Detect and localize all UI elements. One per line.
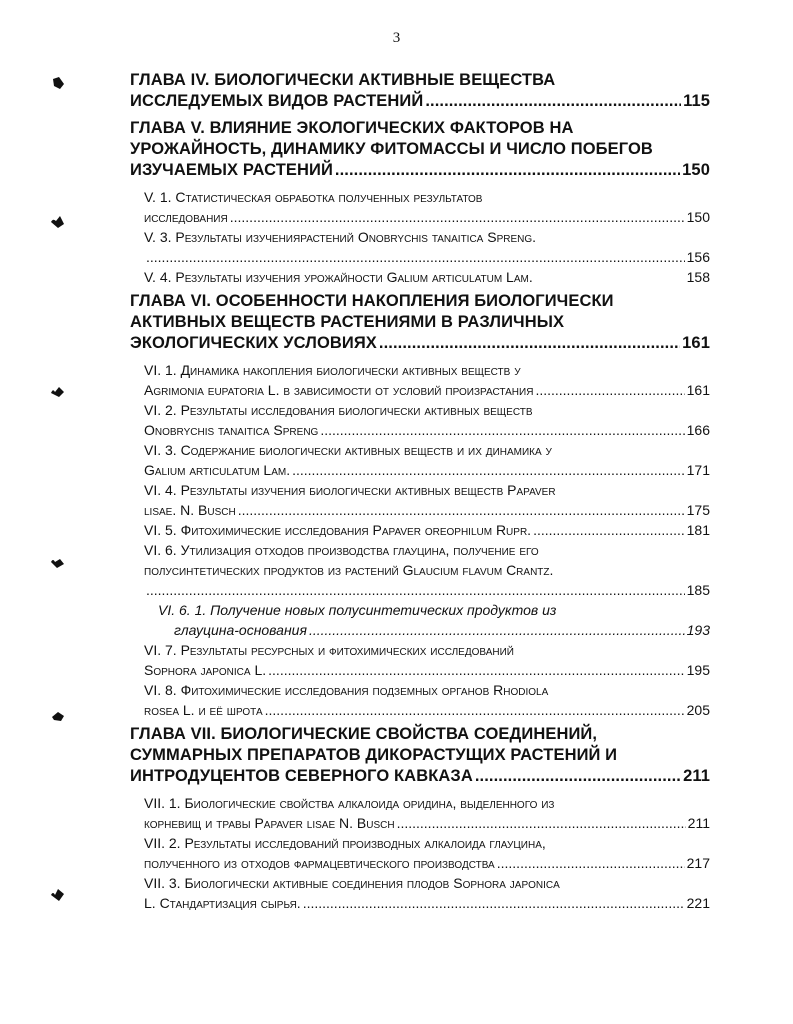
leader-dots [335,160,680,181]
toc-entry-line [144,207,710,227]
toc-entry-text: Agrimonia eupatoria L. в зависимости от условий произрастания [144,382,534,398]
toc-entry-line [130,766,710,787]
leader-dots [497,853,685,873]
toc-entry-text: корневищ и травы Papaver lisae N. Busch [144,815,395,831]
leader-dots [309,620,685,640]
binder-hole-mark-6 [50,888,66,902]
toc-entry-text: V. 1. Статистическая обработка полученных результатов [144,189,483,205]
toc-entry-line [144,460,710,480]
toc-entry-text: ИЗУЧАЕМЫХ РАСТЕНИЙ [130,161,333,179]
toc-entry-text: ИНТРОДУЦЕНТОВ СЕВЕРНОГО КАВКАЗА [130,767,473,785]
toc-section [144,640,710,680]
toc-entry-text: VI. 6. 1. Получение новых полусинтетических продуктов из [158,602,557,618]
toc-entry-line [144,380,710,400]
toc-entry-text: VI. 3. Содержание биологически активных веществ и их динамика у [144,442,552,458]
leader-dots [475,766,681,787]
page-number: 3 [392,30,401,46]
binder-hole-mark-1 [50,76,66,90]
toc-page-number: 171 [686,462,710,478]
toc-page-number: 217 [686,855,710,871]
leader-dots [230,207,685,227]
toc-entry-line [144,700,710,720]
leader-dots [268,660,684,680]
toc-entry-text: VI. 4. Результаты изучения биологически активных веществ Papaver [144,482,556,498]
toc-page-number: 181 [686,522,710,538]
toc-entry-text: VI. 5. Фитохимические исследования Papaver oreophilum Rupr. [144,522,532,538]
toc-entry-text: ГЛАВА VI. ОСОБЕННОСТИ НАКОПЛЕНИЯ БИОЛОГИЧЕСКИ [130,292,614,310]
leader-dots [397,813,686,833]
toc-entry-text: ГЛАВА V. ВЛИЯНИЕ ЭКОЛОГИЧЕСКИХ ФАКТОРОВ НА [130,119,574,137]
toc-entry-line [144,580,710,600]
toc-entry-text: УРОЖАЙНОСТЬ, ДИНАМИКУ ФИТОМАССЫ И ЧИСЛО ПОБЕГОВ [130,140,653,158]
toc-entry-text: Sophora japonica L. [144,662,267,678]
toc-chapter [130,118,710,181]
toc-entry-line [144,267,710,287]
toc-entry-text: VI. 7. Результаты ресурсных и фитохимических исследований [144,642,514,658]
toc-page-number: 115 [683,92,710,110]
toc-entry-text: VII. 3. Биологически активные соединения плодов Sophora japonica [144,875,560,891]
toc-section [144,400,710,440]
leader-dots [425,91,681,112]
toc-entry-line [144,420,710,440]
toc-section [144,833,710,873]
toc-chapter [130,724,710,787]
toc-entry-text: VI. 8. Фитохимические исследования подземных органов Rhodiola [144,682,549,698]
toc-entry-text: rosea L. и её шрота [144,702,263,718]
toc-entry-text: Galium articulatum Lam. [144,462,291,478]
toc-entry-text: VI. 2. Результаты исследования биологически активных веществ [144,402,533,418]
toc-entry-line [144,893,710,913]
toc-page-number: 161 [686,382,710,398]
toc-section [144,267,710,287]
toc-entry-line [158,620,710,640]
toc-page-number: 211 [687,815,710,831]
table-of-contents [130,66,710,913]
toc-page-number: 158 [686,269,710,285]
toc-entry-text: глауцина-основания [174,622,307,638]
toc-entry-text: VI. 1. Динамика накопления биологически активных веществ у [144,362,521,378]
toc-entry-line [144,500,710,520]
leader-dots [265,700,685,720]
leader-dots [146,247,685,267]
toc-entry-line [144,520,710,540]
toc-entry-text: полученного из отходов фармацевтического производства [144,855,495,871]
toc-entry-line [144,853,710,873]
toc-section [144,440,710,480]
toc-page-number: 221 [686,895,710,911]
toc-page-number: 156 [686,249,710,265]
toc-entry-text: VII. 2. Результаты исследований производных алкалоида глауцина, [144,835,546,851]
toc-entry-line [144,813,710,833]
toc-chapter [130,291,710,354]
toc-entry-text: ГЛАВА VII. БИОЛОГИЧЕСКИЕ СВОЙСТВА СОЕДИНЕНИЙ, [130,725,598,743]
toc-entry-text: АКТИВНЫХ ВЕЩЕСТВ РАСТЕНИЯМИ В РАЗЛИЧНЫХ [130,313,565,331]
toc-entry-text: ИССЛЕДУЕМЫХ ВИДОВ РАСТЕНИЙ [130,92,424,110]
binder-hole-mark-5 [50,709,66,723]
binder-hole-mark-2 [50,215,66,229]
toc-entry-text: V. 4. Результаты изучения урожайности Galium articulatum Lam. [144,269,533,285]
toc-page-number: 175 [686,502,710,518]
toc-entry-text: Onobrychis tanaitica Spreng [144,422,319,438]
toc-section [144,540,710,600]
leader-dots [320,420,684,440]
leader-dots [379,333,680,354]
toc-entry-text: VI. 6. Утилизация отходов производства глауцина, получение его [144,542,539,558]
toc-page-number: 185 [686,582,710,598]
toc-entry-text: lisae. N. Busch [144,502,236,518]
toc-entry-text: L. Стандартизация сырья. [144,895,301,911]
toc-page-number: 195 [686,662,710,678]
leader-dots [533,520,685,540]
toc-section [144,360,710,400]
leader-dots [146,580,685,600]
binder-hole-mark-3 [50,385,66,399]
toc-section [144,520,710,540]
toc-entry-text: VII. 1. Биологические свойства алкалоида оридина, выделенного из [144,795,555,811]
toc-section [144,187,710,227]
toc-page-number: 211 [683,767,710,785]
toc-entry-text: ЭКОЛОГИЧЕСКИХ УСЛОВИЯХ [130,334,377,352]
leader-dots [238,500,685,520]
toc-page-number: 193 [686,622,710,638]
toc-page-number: 150 [682,161,710,179]
leader-dots [303,893,685,913]
toc-page-number: 205 [686,702,710,718]
leader-dots [292,460,685,480]
toc-page-number: 166 [686,422,710,438]
toc-entry-text: ГЛАВА IV. БИОЛОГИЧЕСКИ АКТИВНЫЕ ВЕЩЕСТВА [130,71,556,89]
toc-entry-text: V. 3. Результаты изучениярастений Onobrychis tanaitica Spreng. [144,229,537,245]
binder-hole-mark-4 [50,556,66,570]
toc-entry-line [130,91,710,112]
toc-entry-text: полусинтетических продуктов из растений Glaucium flavum Crantz. [144,562,554,578]
toc-entry-line [144,247,710,267]
toc-chapter [130,70,710,112]
toc-entry-line [130,333,710,354]
toc-entry-line [130,160,710,181]
toc-entry-text: исследования [144,209,228,225]
toc-section [144,480,710,520]
toc-section [144,227,710,267]
toc-page-number: 150 [686,209,710,225]
toc-section [144,680,710,720]
leader-dots [535,380,684,400]
toc-section [158,600,710,640]
toc-section [144,793,710,833]
toc-entry-line [144,660,710,680]
toc-entry-text: СУММАРНЫХ ПРЕПАРАТОВ ДИКОРАСТУЩИХ РАСТЕНИЙ И [130,746,618,764]
toc-page-number: 161 [682,334,710,352]
toc-section [144,873,710,913]
